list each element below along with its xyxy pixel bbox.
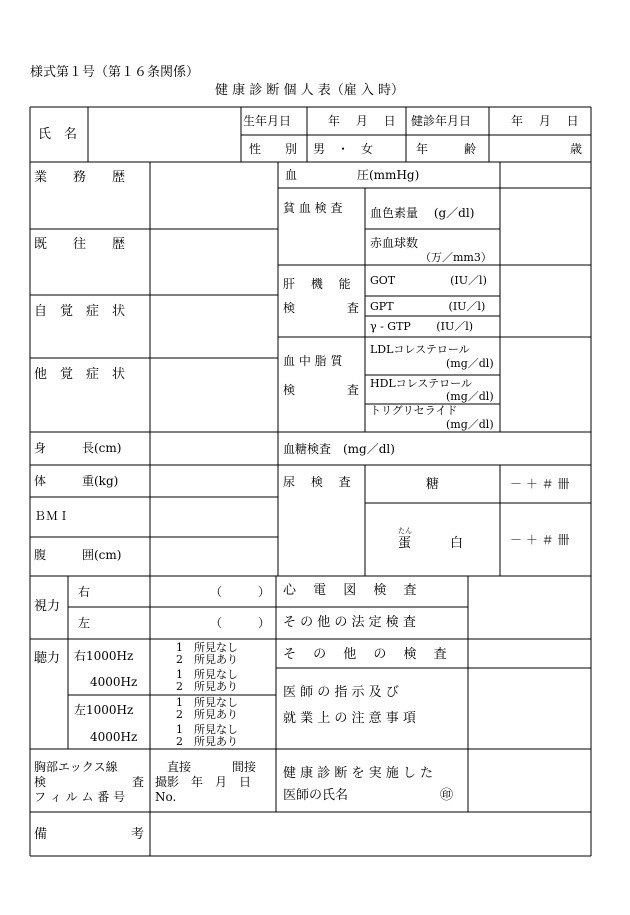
got-label: GOT (IU／l): [370, 274, 487, 287]
hearing-right-1000-label: 右1000Hz: [74, 649, 134, 663]
urine-sugar-label: 糖: [426, 477, 440, 492]
lipid-label: 血 中 脂 質: [283, 354, 343, 368]
film-number-label: フ ィ ル ム 番 号: [34, 790, 126, 804]
past-history-label: 既 往 歴: [34, 237, 126, 252]
height-label: 身 長(cm): [34, 441, 122, 455]
doctor-instruction-label: 医 師 の 指 示 及 び: [283, 685, 399, 700]
protein-ruby: たん: [398, 527, 412, 535]
exam-doctor-label: 健 康 診 断 を 実 施 し た: [283, 766, 434, 781]
hearing-r4000-opt2[interactable]: 2 所見あり: [176, 680, 238, 693]
doctor-name-label: 医師の氏名: [283, 788, 349, 803]
other-exam-label: そ の 他 の 検 査: [283, 647, 447, 662]
vision-right-field[interactable]: （ ）: [210, 585, 271, 599]
birth-date-field[interactable]: 年 月 日: [328, 114, 396, 128]
remarks-label-a: 備: [34, 827, 48, 842]
work-notes-label: 就 業 上 の 注 意 事 項: [283, 711, 416, 726]
hearing-left-1000-label: 左1000Hz: [74, 703, 134, 717]
hearing-l1000-opt1[interactable]: 1 所見なし: [176, 696, 238, 709]
urine-protein-scale: － ＋ ＃ 卌: [510, 533, 570, 547]
hemoglobin-label: 血色素量 (g／dl): [370, 206, 475, 220]
ecg-label: 心 電 図 検 査: [283, 583, 417, 598]
name-label: 氏 名: [38, 127, 78, 142]
vision-label: 視力: [34, 599, 61, 614]
blood-pressure-label: 血 圧(mmHg): [285, 168, 420, 182]
urine-protein-label: 蛋 白: [398, 536, 464, 551]
ldl-label: LDLコレステロール: [370, 343, 470, 356]
triglyceride-unit: (mg／dl): [446, 418, 494, 431]
hearing-r1000-opt1[interactable]: 1 所見なし: [176, 641, 238, 654]
seal-mark: ㊞: [440, 788, 454, 803]
xray-label-ken: 検: [34, 775, 47, 789]
hearing-l1000-opt2[interactable]: 2 所見あり: [176, 708, 238, 721]
bmi-label: ＢＭＩ: [34, 509, 71, 523]
work-history-label: 業 務 歴: [34, 170, 126, 185]
exam-date-label: 健診年月日: [411, 114, 472, 128]
hdl-unit: (mg／dl): [446, 390, 494, 403]
triglyceride-label: トリグリセライド: [370, 404, 458, 417]
lipid-test-label: 検 査: [283, 383, 359, 397]
age-label: 年 齢: [416, 142, 477, 156]
waist-label: 腹 囲(cm): [34, 548, 122, 562]
ggtp-label: γ - GTP (IU／l): [370, 320, 474, 333]
form-title: 健 康 診 断 個 人 表（雇 入 時）: [215, 83, 405, 98]
objective-symptoms-label: 他 覚 症 状: [34, 367, 126, 382]
hearing-l4000-opt2[interactable]: 2 所見あり: [176, 735, 238, 748]
age-unit: 歳: [570, 142, 583, 156]
hearing-r1000-opt2[interactable]: 2 所見あり: [176, 653, 238, 666]
hearing-right-4000-label: 4000Hz: [90, 675, 138, 689]
gpt-label: GPT (IU／l): [370, 300, 486, 313]
liver-function-label: 肝 機 能: [283, 277, 351, 291]
rbc-label: 赤血球数: [370, 236, 419, 250]
xray-indirect-option[interactable]: 間接: [232, 760, 257, 774]
form-number: 様式第１号（第１６条関係）: [30, 65, 200, 80]
hearing-left-4000-label: 4000Hz: [90, 730, 138, 744]
vision-right-label: 右: [78, 585, 91, 599]
anemia-test-label: 貧 血 検 査: [283, 201, 343, 215]
xray-direct-option[interactable]: 直接: [167, 760, 192, 774]
hdl-label: HDLコレステロール: [370, 377, 472, 390]
rbc-unit: （万／mm3）: [420, 251, 492, 264]
urine-test-label: 尿 検 査: [283, 475, 351, 489]
subjective-symptoms-label: 自 覚 症 状: [34, 304, 126, 319]
weight-label: 体 重(kg): [34, 474, 119, 488]
hearing-l4000-opt1[interactable]: 1 所見なし: [176, 723, 238, 736]
birth-date-label: 生年月日: [243, 114, 292, 128]
hearing-label: 聴力: [34, 651, 61, 666]
sex-options[interactable]: 男 ・ 女: [313, 142, 374, 156]
ldl-unit: (mg／dl): [446, 357, 494, 370]
sex-label: 性 別: [249, 142, 298, 156]
liver-test-label: 検 査: [283, 301, 359, 315]
vision-left-label: 左: [78, 616, 91, 630]
remarks-label-b: 考: [131, 827, 145, 842]
blood-glucose-label: 血糖検査 (mg／dl): [283, 442, 395, 456]
exam-date-field[interactable]: 年 月 日: [511, 114, 579, 128]
other-legal-exam-label: そ の 他 の 法 定 検 査: [283, 615, 416, 630]
xray-label: 胸部エックス線: [34, 760, 118, 774]
xray-number-field[interactable]: No.: [155, 790, 177, 804]
hearing-r4000-opt1[interactable]: 1 所見なし: [176, 668, 238, 681]
urine-sugar-scale: － ＋ ＃ 卌: [510, 477, 570, 491]
vision-left-field[interactable]: （ ）: [210, 616, 271, 630]
xray-date-field[interactable]: 撮影 年 月 日: [155, 775, 252, 789]
xray-label-sa: 査: [132, 775, 145, 789]
